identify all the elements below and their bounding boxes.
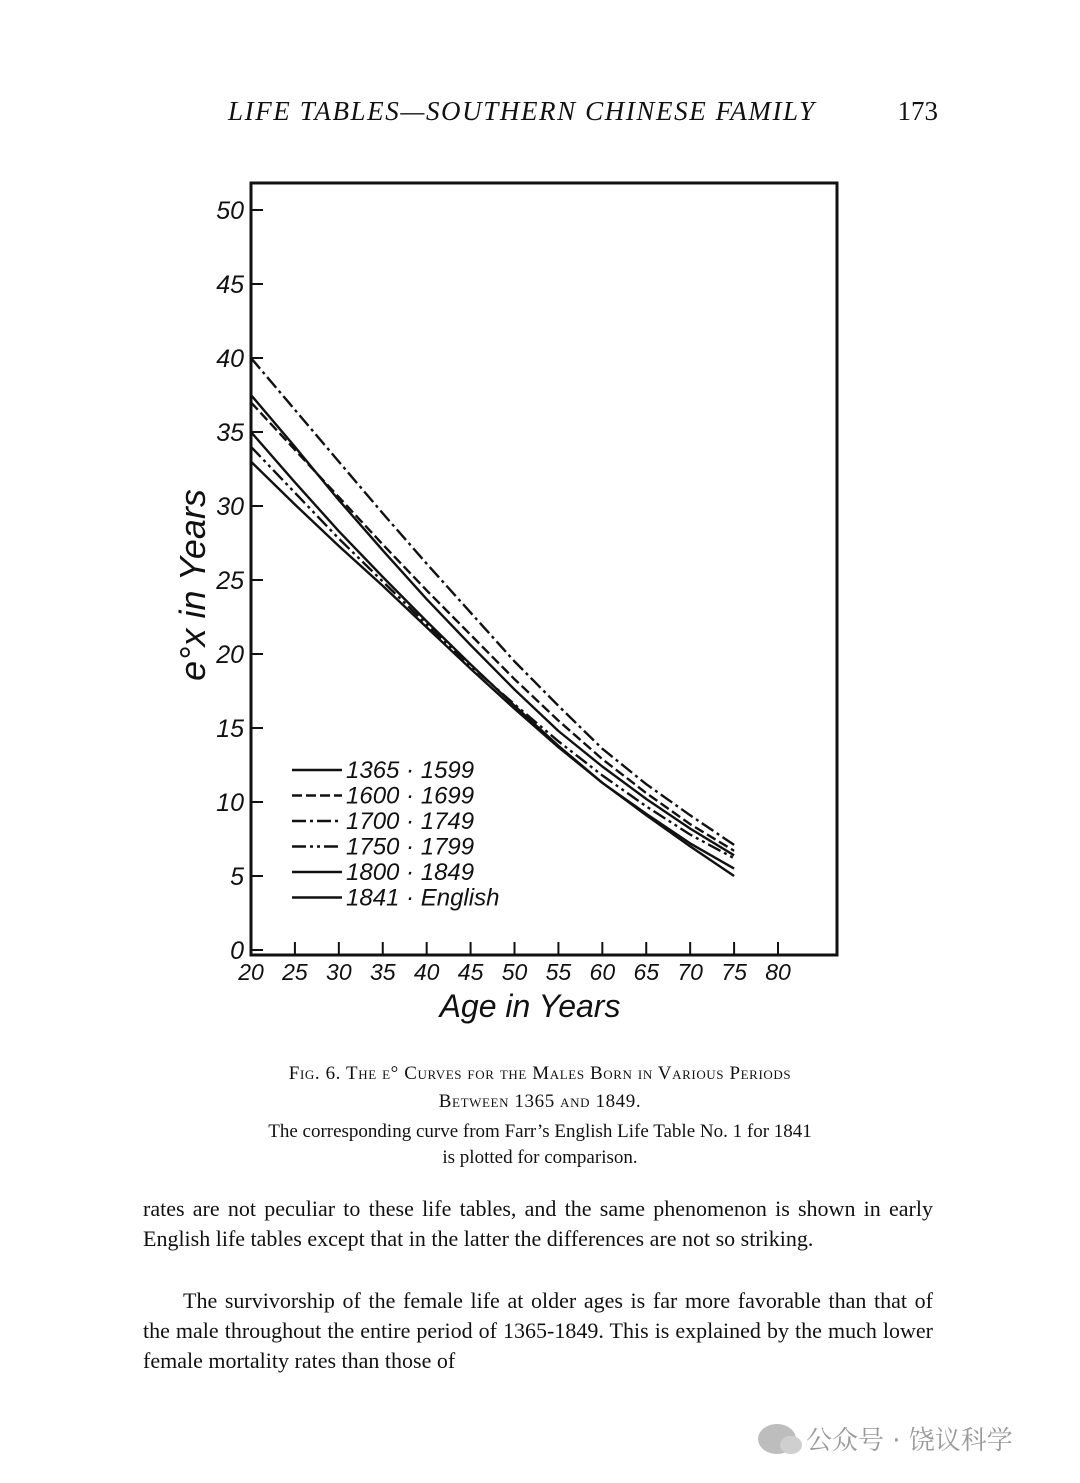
x-tick-label: 20 — [238, 959, 264, 985]
x-tick-label: 25 — [282, 959, 308, 985]
y-tick-label: 30 — [216, 493, 244, 521]
legend-label: 1600 · 1699 — [346, 782, 475, 810]
legend-label: 1365 · 1599 — [346, 757, 475, 784]
x-tick-label: 40 — [413, 959, 440, 985]
x-tick-label: 60 — [589, 959, 616, 985]
y-tick-label: 45 — [216, 271, 244, 299]
y-tick-label: 15 — [216, 715, 244, 743]
legend — [292, 757, 499, 912]
series-line — [251, 358, 734, 845]
figure-caption-title-2: Between 1365 and 1849. — [438, 1091, 642, 1112]
x-tick-label: 50 — [501, 959, 528, 985]
y-tick-label: 35 — [216, 419, 244, 447]
legend-label: 1700 · 1749 — [346, 808, 475, 835]
y-tick-label: 0 — [230, 937, 244, 965]
legend-label: 1841 · English — [346, 884, 500, 912]
x-tick-label: 55 — [545, 959, 572, 985]
y-axis-title: e°x in Years — [172, 489, 213, 681]
x-tick-label: 75 — [721, 959, 747, 985]
x-tick-label: 35 — [369, 959, 396, 985]
page-number: 173 — [897, 96, 938, 126]
y-tick-label: 25 — [216, 567, 244, 595]
series-lines — [251, 358, 734, 876]
y-tick-label: 50 — [216, 197, 244, 225]
x-tick-label: 80 — [765, 959, 791, 985]
series-line — [251, 395, 734, 855]
x-tick-label: 30 — [326, 959, 352, 985]
figure-caption-note: The corresponding curve from Farr’s English Life Table No. 1 for 1841 — [268, 1121, 812, 1142]
body-paragraph: rates are not peculiar to these life tables, and the same phenomenon is shown in early English life tables except that in the latter the differences are not so striking. — [143, 1196, 933, 1251]
body-paragraph: The survivorship of the female life at older ages is far more favorable than that of the male throughout the entire period of 1365-1849. This is explained by the much lower female mortality rates than those of — [143, 1288, 933, 1373]
x-tick-label: 70 — [677, 959, 703, 985]
x-tick-label: 65 — [633, 959, 660, 985]
legend-label: 1800 · 1849 — [346, 859, 475, 886]
plot-frame — [251, 183, 837, 955]
axis-ticks — [215, 197, 791, 985]
x-axis-title: Age in Years — [439, 988, 621, 1024]
figure-caption-title: Fig. 6. The e° Curves for the Males Born in Various Periods — [288, 1063, 792, 1084]
y-tick-label: 40 — [216, 345, 244, 373]
figure-caption-note-2: is plotted for comparison. — [442, 1147, 638, 1168]
y-tick-label: 10 — [216, 789, 244, 817]
series-line — [251, 402, 734, 850]
legend-label: 1750 · 1799 — [346, 833, 475, 861]
watermark-text: 公众号 · 饶议科学 — [806, 1426, 1013, 1456]
running-title: LIFE TABLES—SOUTHERN CHINESE FAMILY — [228, 96, 816, 126]
y-tick-label: 5 — [230, 863, 244, 891]
x-tick-label: 45 — [457, 959, 484, 985]
y-tick-label: 20 — [216, 641, 244, 669]
wechat-icon — [758, 1424, 796, 1454]
watermark — [758, 1420, 1013, 1457]
